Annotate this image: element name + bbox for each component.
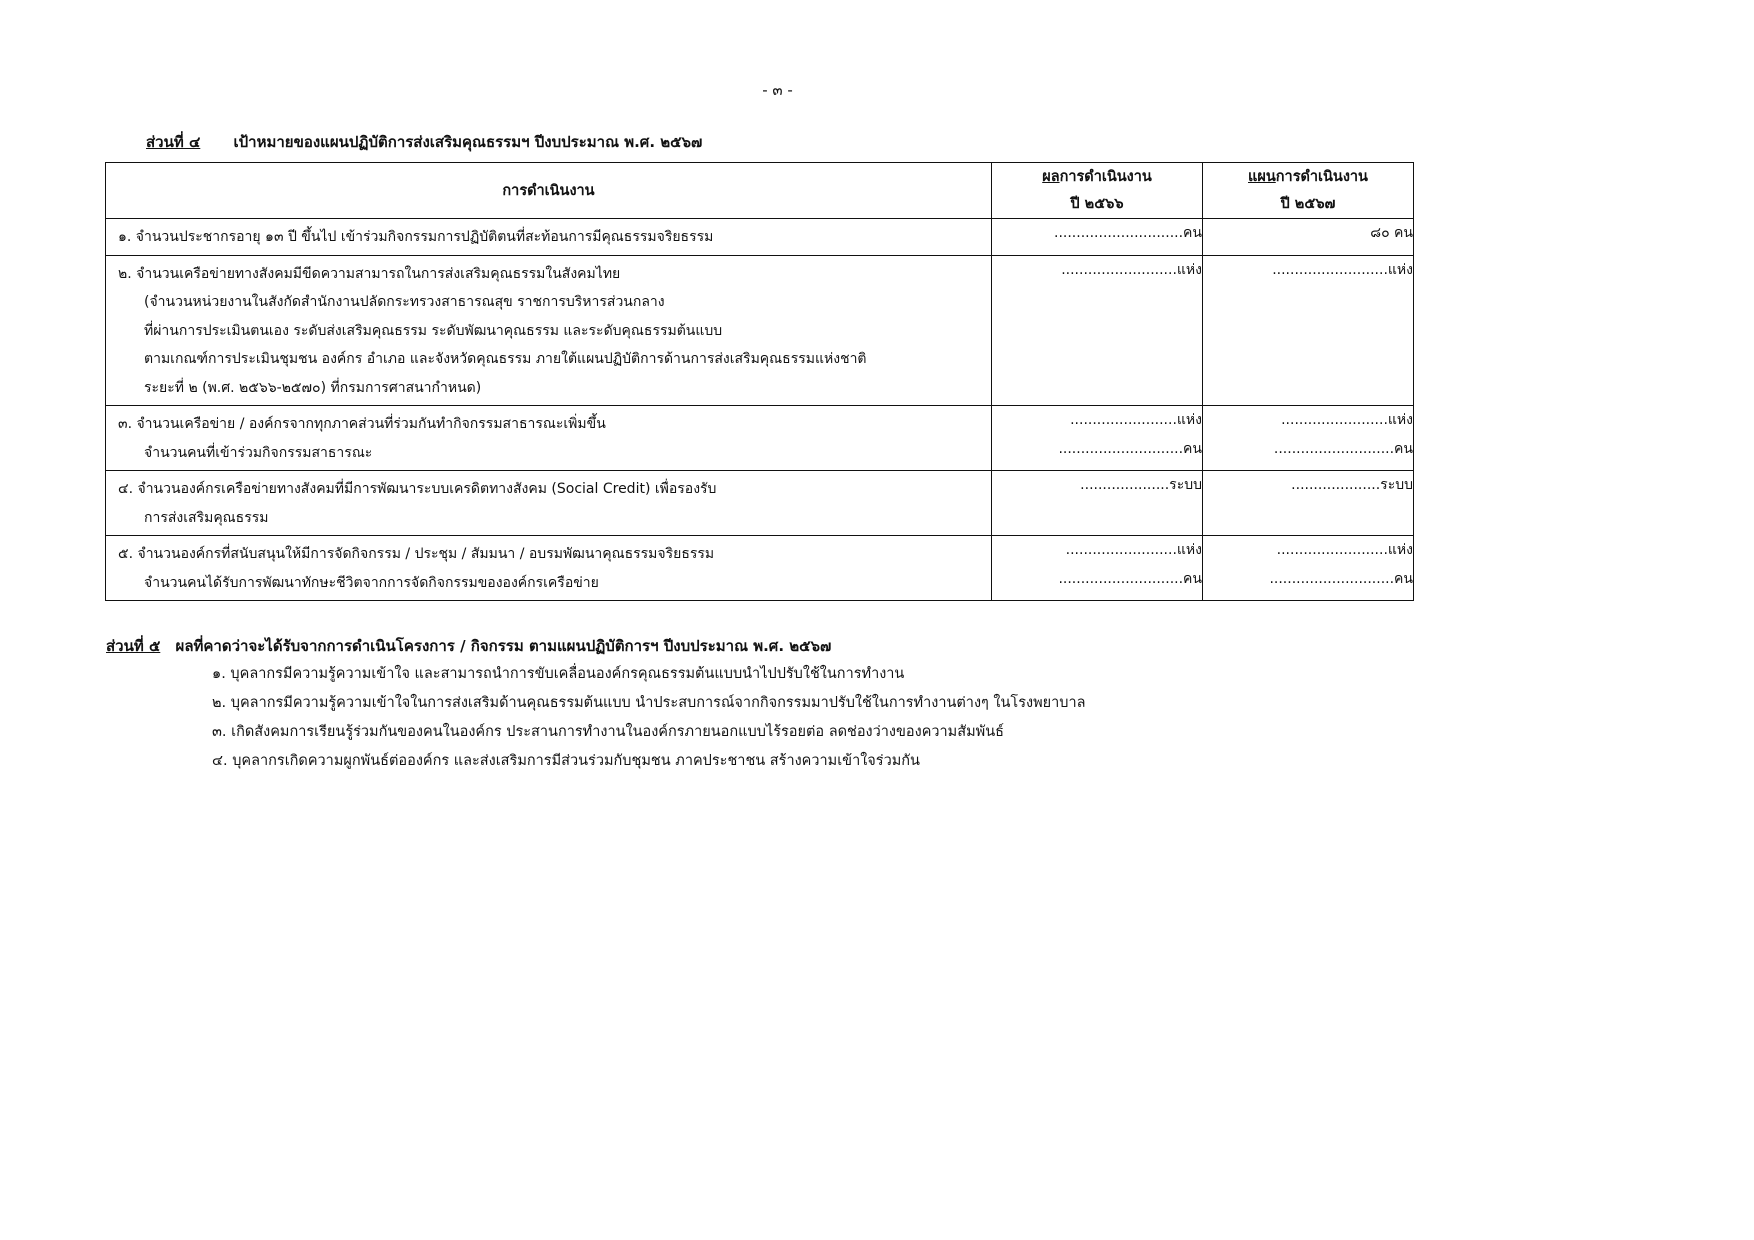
operation-line: ๑. จำนวนประชากรอายุ ๑๓ ปี ขึ้นไป เข้าร่วมกิจกรรมการปฏิบัติตนที่สะท้อนการมีคุณธรรมจริยธรรม <box>118 229 714 245</box>
plan-cell <box>1203 255 1414 406</box>
header-result-prefix: ผล <box>1042 168 1060 185</box>
header-operation: การดำเนินงาน <box>106 163 992 219</box>
section-4-heading <box>146 130 702 154</box>
table-row <box>106 219 1414 256</box>
operation-cell <box>106 219 992 256</box>
expected-result-item: ๔. บุคลากรเกิดความผูกพันธ์ต่อองค์กร และส่งเสริมการมีส่วนร่วมกับชุมชน ภาคประชาชน สร้างความเข้าใจร่วมกัน <box>212 753 920 769</box>
result-value: ............................คน <box>1058 570 1202 587</box>
operation-cell <box>106 471 992 536</box>
operation-line: ระยะที่ ๒ (พ.ศ. ๒๕๖๖-๒๕๗๐) ที่กรมการศาสนากำหนด) <box>144 379 482 396</box>
header-plan-2567 <box>1203 163 1414 219</box>
section-4-title: เป้าหมายของแผนปฏิบัติการส่งเสริมคุณธรรมฯ ปีงบประมาณ พ.ศ. ๒๕๖๗ <box>233 133 703 151</box>
operation-line: ๔. จำนวนองค์กรเครือข่ายทางสังคมที่มีการพัฒนาระบบเครดิตทางสังคม (Social Credit) เพื่อรองรับ <box>118 481 717 497</box>
section-4-label: ส่วนที่ ๔ <box>146 133 201 151</box>
plan-value: ....................ระบบ <box>1291 477 1413 493</box>
operation-line: ๓. จำนวนเครือข่าย / องค์กรจากทุกภาคส่วนที่ร่วมกันทำกิจกรรมสาธารณะเพิ่มขึ้น <box>118 416 606 432</box>
operation-cell <box>106 406 992 471</box>
result-value: ............................คน <box>1058 440 1202 457</box>
result-value: ....................ระบบ <box>1080 477 1202 493</box>
expected-results-list <box>212 660 1086 776</box>
plan-value: ........................แห่ง <box>1281 412 1413 428</box>
operation-line: ตามเกณฑ์การประเมินชุมชน องค์กร อำเภอ และจังหวัดคุณธรรม ภายใต้แผนปฏิบัติการด้านการส่งเสริมคุณธรรมแห่งชาติ <box>144 351 867 367</box>
result-cell <box>992 536 1203 601</box>
table-header-row <box>106 163 1414 219</box>
plan-value: ...........................คน <box>1273 440 1413 457</box>
result-cell <box>992 406 1203 471</box>
section-5-title: ผลที่คาดว่าจะได้รับจากการดำเนินโครงการ / กิจกรรม ตามแผนปฏิบัติการฯ ปีงบประมาณ พ.ศ. ๒๕๖๗ <box>175 637 832 655</box>
table-row <box>106 536 1414 601</box>
operation-line: จำนวนคนที่เข้าร่วมกิจกรรมสาธารณะ <box>144 444 373 461</box>
operation-line: ที่ผ่านการประเมินตนเอง ระดับส่งเสริมคุณธรรม ระดับพัฒนาคุณธรรม และระดับคุณธรรมต้นแบบ <box>144 322 723 339</box>
header-plan-year: ปี ๒๕๖๗ <box>1280 195 1336 212</box>
table-row <box>106 255 1414 406</box>
operation-line: การส่งเสริมคุณธรรม <box>144 509 269 526</box>
operation-line: จำนวนคนได้รับการพัฒนาทักษะชีวิตจากการจัดกิจกรรมขององค์กรเครือข่าย <box>144 574 599 591</box>
result-value: ........................แห่ง <box>1070 412 1202 428</box>
goals-table <box>105 162 1414 601</box>
plan-value: .........................แห่ง <box>1276 542 1413 558</box>
result-value: ..........................แห่ง <box>1061 261 1202 278</box>
plan-cell <box>1203 536 1414 601</box>
operation-cell <box>106 536 992 601</box>
plan-value: ..........................แห่ง <box>1272 261 1413 278</box>
expected-result-item: ๒. บุคลากรมีความรู้ความเข้าใจในการส่งเสริมด้านคุณธรรมต้นแบบ นำประสบการณ์จากกิจกรรมมาปรับใช้ในการทำงานต่างๆ ในโรงพยาบาล <box>212 695 1086 711</box>
header-plan-rest: การดำเนินงาน <box>1275 168 1368 185</box>
operation-line: (จำนวนหน่วยงานในสังกัดสำนักงานปลัดกระทรวงสาธารณสุข ราชการบริหารส่วนกลาง <box>144 294 665 310</box>
table-row <box>106 471 1414 536</box>
operation-line: ๒. จำนวนเครือข่ายทางสังคมมีขีดความสามารถในการส่งเสริมคุณธรรมในสังคมไทย <box>118 265 621 282</box>
header-result-year: ปี ๒๕๖๖ <box>1070 195 1124 212</box>
plan-cell <box>1203 406 1414 471</box>
table-row <box>106 406 1414 471</box>
operation-line: ๕. จำนวนองค์กรที่สนับสนุนให้มีการจัดกิจกรรม / ประชุม / สัมมนา / อบรมพัฒนาคุณธรรมจริยธรรม <box>118 546 715 562</box>
section-5-heading <box>106 634 831 658</box>
result-cell <box>992 255 1203 406</box>
header-result-2566 <box>992 163 1203 219</box>
page-number: - ๓ - <box>762 81 793 99</box>
result-value: .............................คน <box>1054 225 1202 241</box>
header-result-rest: การดำเนินงาน <box>1059 168 1152 185</box>
result-cell <box>992 219 1203 256</box>
expected-result-item: ๑. บุคลากรมีความรู้ความเข้าใจ และสามารถนำการขับเคลื่อนองค์กรคุณธรรมต้นแบบนำไปปรับใช้ในการทำงาน <box>212 666 905 682</box>
plan-value: ............................คน <box>1269 570 1413 587</box>
result-value: .........................แห่ง <box>1065 542 1202 558</box>
result-cell <box>992 471 1203 536</box>
section-5-label: ส่วนที่ ๕ <box>106 637 161 655</box>
goal-rows <box>106 219 1414 601</box>
plan-cell <box>1203 471 1414 536</box>
header-plan-prefix: แผน <box>1248 168 1276 185</box>
plan-value: ๘๐ คน <box>1370 225 1413 241</box>
plan-cell <box>1203 219 1414 256</box>
expected-result-item: ๓. เกิดสังคมการเรียนรู้ร่วมกันของคนในองค์กร ประสานการทำงานในองค์กรภายนอกแบบไร้รอยต่อ ลดช่องว่างของความสัมพันธ์ <box>212 724 1004 740</box>
operation-cell <box>106 255 992 406</box>
